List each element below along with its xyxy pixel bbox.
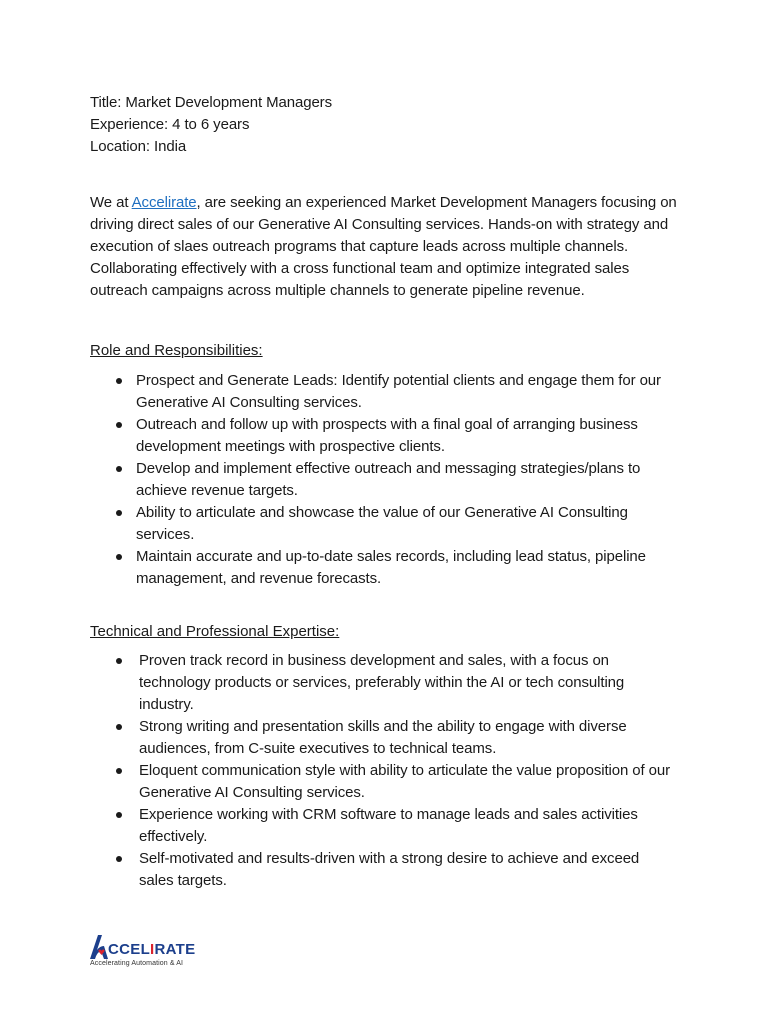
list-item-text: Outreach and follow up with prospects with a final goal of arranging business development meetings with prospective clients. — [136, 416, 638, 455]
bullet-icon — [116, 378, 122, 384]
list-item — [116, 848, 676, 892]
list-item — [116, 650, 676, 716]
company-logo — [88, 932, 208, 972]
bullet-icon — [116, 422, 122, 428]
job-meta — [90, 92, 680, 158]
experience-line: Experience: 4 to 6 years — [90, 116, 250, 133]
logo-wordmark — [88, 932, 195, 960]
list-item-text: Eloquent communication style with ability to articulate the value proposition of our Generative AI Consulting services. — [139, 762, 671, 801]
list-item — [116, 804, 676, 848]
list-item — [116, 716, 676, 760]
roles-list — [116, 370, 676, 590]
list-item — [116, 760, 676, 804]
logo-letters: CCELIRATE — [108, 941, 196, 958]
list-item — [116, 414, 676, 458]
location-line: Location: India — [90, 138, 187, 155]
list-item-text: Develop and implement effective outreach and messaging strategies/plans to achieve revenue targets. — [136, 460, 641, 499]
bullet-icon — [116, 768, 122, 774]
list-item-text: Proven track record in business development and sales, with a focus on technology products or services, preferably within the AI or tech consulting industry. — [139, 652, 625, 713]
bullet-icon — [116, 856, 122, 862]
list-item-text: Self-motivated and results-driven with a strong desire to achieve and exceed sales targets. — [139, 850, 640, 889]
list-item-text: Maintain accurate and up-to-date sales records, including lead status, pipeline management, and revenue forecasts. — [136, 548, 646, 587]
list-item-text: Strong writing and presentation skills and the ability to engage with diverse audiences, from C-suite executives to technical teams. — [139, 718, 627, 757]
intro-body: , are seeking an experienced Market Development Managers focusing on driving direct sales of our Generative AI Consulting services. Hands-on with strategy and execution of slaes outreach programs that capture leads across multiple channels. Collaborating effectively with a cross functional team and optimize integrated sales outreach campaigns across multiple channels to generate pipeline revenue. — [90, 194, 677, 299]
job-title-line: Title: Market Development Managers — [90, 94, 332, 111]
list-item-text: Ability to articulate and showcase the value of our Generative AI Consulting services. — [136, 504, 628, 543]
tech-heading: Technical and Professional Expertise: — [90, 623, 340, 640]
intro-paragraph — [90, 192, 680, 302]
tech-list — [116, 650, 676, 892]
list-item — [116, 546, 676, 590]
roles-heading: Role and Responsibilities: — [90, 342, 263, 359]
list-item — [116, 502, 676, 546]
list-item-text: Experience working with CRM software to manage leads and sales activities effectively. — [139, 806, 638, 845]
list-item — [116, 458, 676, 502]
logo-tagline: Accelerating Automation & AI — [90, 960, 184, 967]
list-item — [116, 370, 676, 414]
bullet-icon — [116, 724, 122, 730]
intro-prefix: We at — [90, 194, 132, 211]
bullet-icon — [116, 510, 122, 516]
bullet-icon — [116, 812, 122, 818]
bullet-icon — [116, 466, 122, 472]
company-link[interactable]: Accelirate — [131, 194, 197, 211]
bullet-icon — [116, 554, 122, 560]
bullet-icon — [116, 658, 122, 664]
list-item-text: Prospect and Generate Leads: Identify potential clients and engage them for our Generative AI Consulting services. — [136, 372, 661, 411]
